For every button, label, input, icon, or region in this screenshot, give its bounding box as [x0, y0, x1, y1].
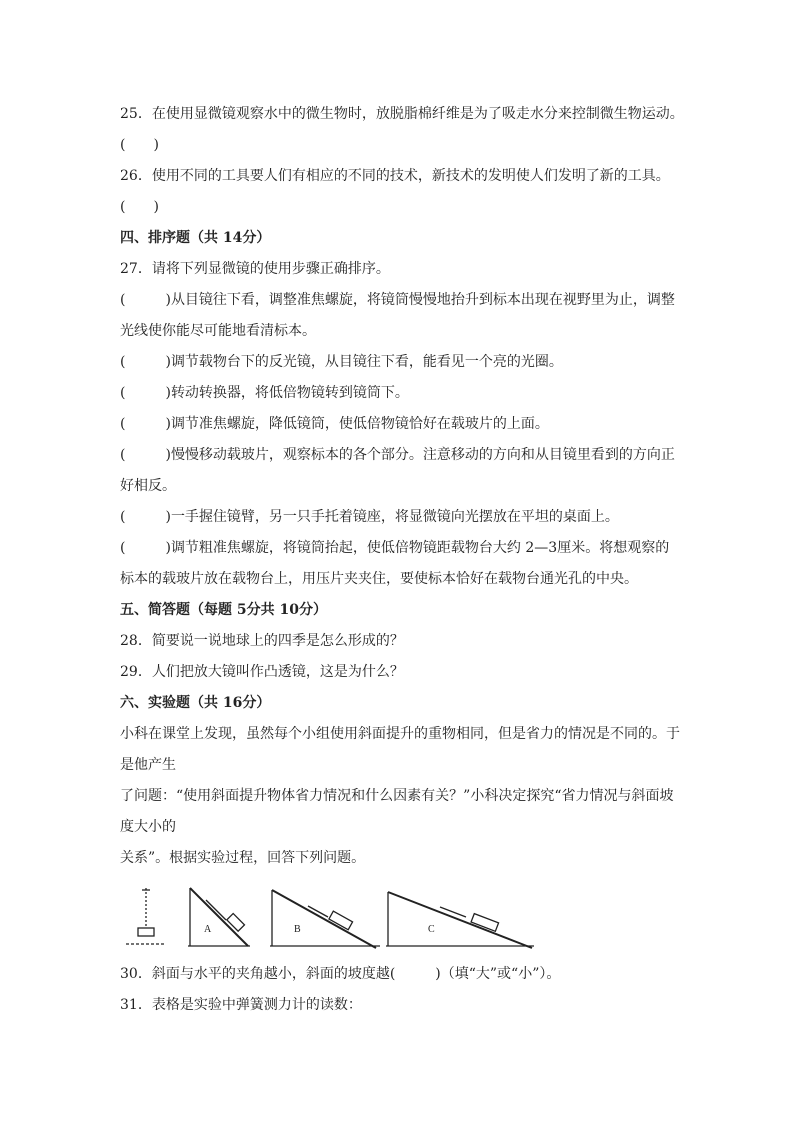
question-29: 29．人们把放大镜叫作凸透镜，这是为什么？	[120, 664, 404, 680]
experiment-intro-2: 是他产生	[120, 757, 176, 773]
section-5-heading: 五、简答题（每题 5分共 10分）	[120, 602, 327, 618]
step-6: ( )一手握住镜臂，另一只手托着镜座，将显微镜向光摆放在平坦的桌面上。	[120, 509, 619, 525]
spring-scale-stand	[126, 888, 164, 944]
incline-label-c: C	[428, 924, 435, 935]
answer-paren-26: ( )	[120, 199, 159, 215]
question-28: 28．简要说一说地球上的四季是怎么形成的？	[120, 633, 404, 649]
incline-c	[386, 892, 534, 948]
experiment-intro-1: 小科在课堂上发现，虽然每个小组使用斜面提升的重物相同，但是省力的情况是不同的。于	[120, 726, 680, 742]
step-3: ( )转动转换器，将低倍物镜转到镜筒下。	[120, 385, 409, 401]
step-2: ( )调节载物台下的反光镜，从目镜往下看，能看见一个亮的光圈。	[120, 354, 563, 370]
experiment-intro-3: 了问题：“使用斜面提升物体省力情况和什么因素有关？”小科决定探究“省力情况与斜面坡	[120, 788, 674, 804]
question-27: 27．请将下列显微镜的使用步骤正确排序。	[120, 261, 390, 277]
experiment-intro-5: 关系”。根据实验过程，回答下列问题。	[120, 850, 366, 866]
incline-b	[270, 890, 380, 948]
step-5: ( )慢慢移动载玻片，观察标本的各个部分。注意移动的方向和从目镜里看到的方向正	[120, 447, 675, 463]
step-5-cont: 好相反。	[120, 478, 176, 494]
step-7: ( )调节粗准焦螺旋，将镜筒抬起，使低倍物镜距载物台大约 2—3厘米。将想观察的	[120, 540, 670, 556]
answer-paren-25: ( )	[120, 137, 159, 153]
question-30: 30．斜面与水平的夹角越小，斜面的坡度越( )（填“大”或“小”）。	[120, 966, 561, 982]
question-26: 26．使用不同的工具要人们有相应的不同的技术，新技术的发明使人们发明了新的工具。	[120, 168, 670, 184]
step-7-cont: 标本的载玻片放在载物台上，用压片夹夹住，要使标本恰好在载物台通光孔的中央。	[120, 571, 638, 587]
incline-label-b: B	[294, 924, 301, 935]
question-31: 31．表格是实验中弹簧测力计的读数：	[120, 997, 362, 1013]
incline-label-a: A	[204, 924, 212, 935]
step-1: ( )从目镜往下看，调整准焦螺旋，将镜筒慢慢地抬升到标本出现在视野里为止，调整	[120, 292, 675, 308]
step-1-cont: 光线使你能尽可能地看清标本。	[120, 323, 316, 339]
step-4: ( )调节准焦螺旋，降低镜筒，使低倍物镜恰好在载玻片的上面。	[120, 416, 549, 432]
experiment-intro-4: 度大小的	[120, 819, 176, 835]
incline-figure	[120, 880, 540, 952]
section-6-heading: 六、实验题（共 16分）	[120, 695, 271, 711]
question-25: 25．在使用显微镜观察水中的微生物时，放脱脂棉纤维是为了吸走水分来控制微生物运动。	[120, 106, 684, 122]
section-4-heading: 四、排序题（共 14分）	[120, 230, 271, 246]
incline-a	[188, 888, 250, 946]
